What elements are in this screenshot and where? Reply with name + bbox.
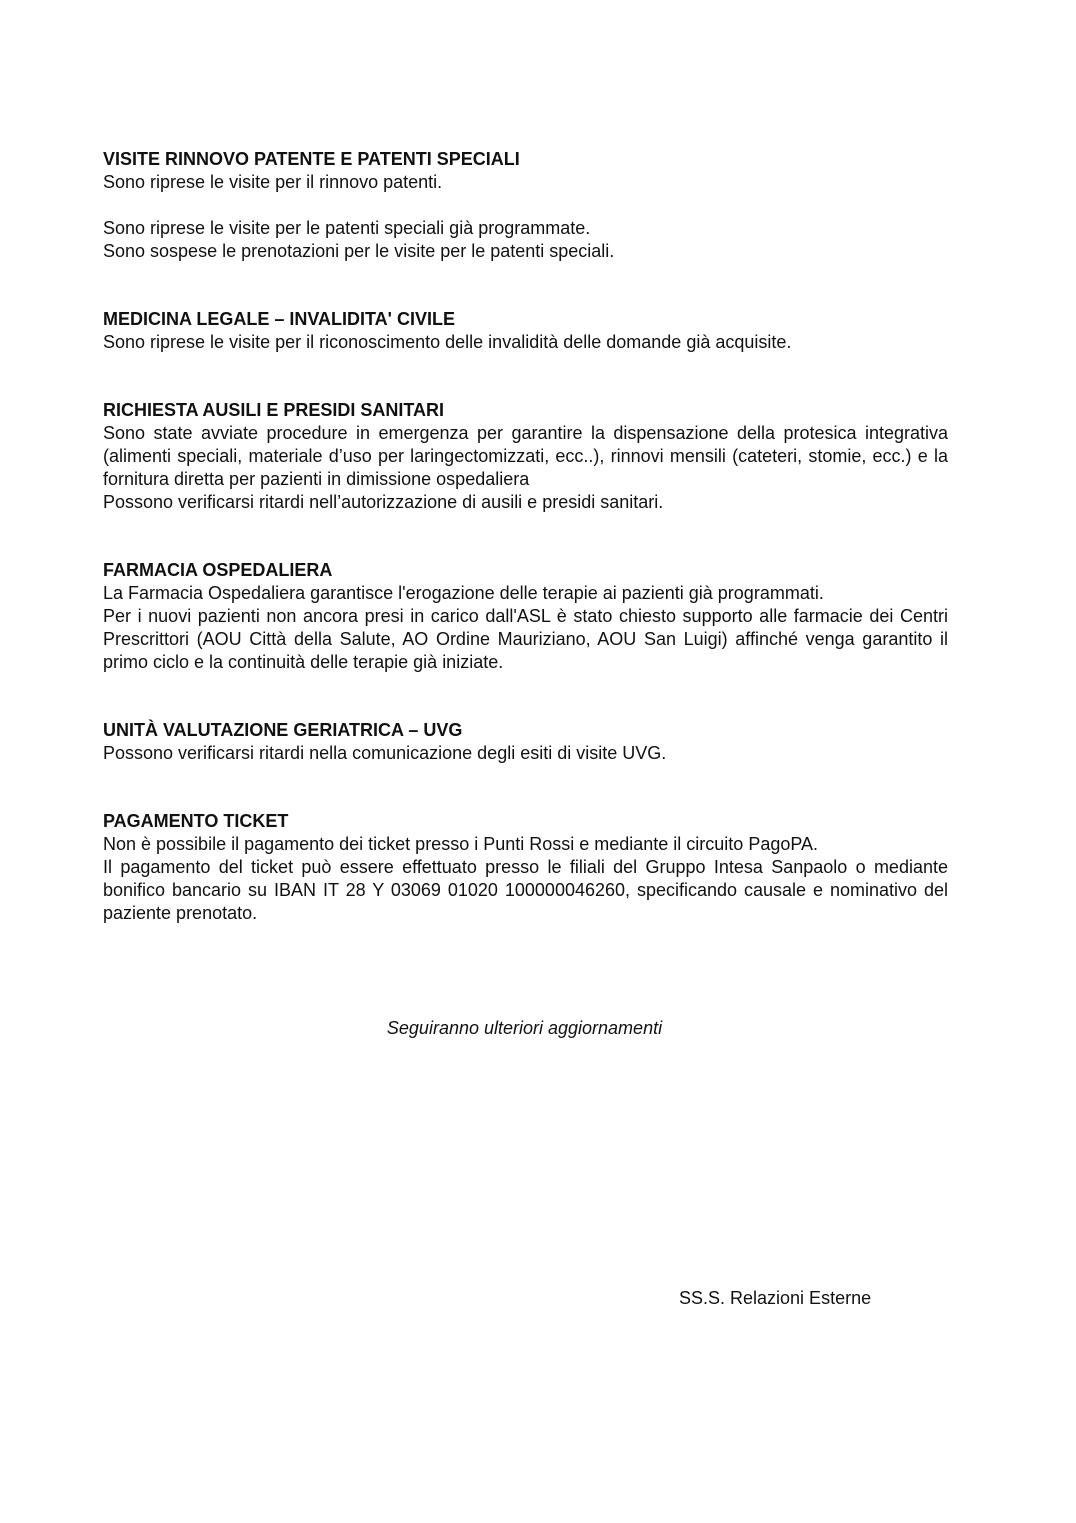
section-heading: VISITE RINNOVO PATENTE E PATENTI SPECIALI bbox=[103, 149, 520, 169]
section-uvg bbox=[103, 719, 948, 765]
section-heading: UNITÀ VALUTAZIONE GERIATRICA – UVG bbox=[103, 720, 463, 740]
section-paragraph: Sono riprese le visite per le patenti speciali già programmate. Sono sospese le prenotazioni per le visite per le patenti speciali. bbox=[103, 218, 615, 261]
signature: SS.S. Relazioni Esterne bbox=[679, 1288, 872, 1308]
section-paragraph: Per i nuovi pazienti non ancora presi in carico dall'ASL è stato chiesto supporto alle farmacie dei Centri Prescrittori (AOU Città della Salute, AO Ordine Mauriziano, AOU San Luigi) affinché venga garantito il primo ciclo e la continuità delle terapie già iniziate. bbox=[103, 606, 948, 672]
section-paragraph: Possono verificarsi ritardi nell’autorizzazione di ausili e presidi sanitari. bbox=[103, 492, 664, 512]
paragraph-gap bbox=[103, 194, 948, 217]
section-paragraph: Il pagamento del ticket può essere effettuato presso le filiali del Gruppo Intesa Sanpaolo o mediante bonifico bancario su IBAN IT 28 Y 03069 01020 100000046260, specificando causale e nominativo del paziente prenotato. bbox=[103, 857, 948, 923]
section-paragraph: La Farmacia Ospedaliera garantisce l'erogazione delle terapie ai pazienti già programmati. bbox=[103, 583, 824, 603]
section-paragraph: Sono state avviate procedure in emergenza per garantire la dispensazione della protesica integrativa (alimenti speciali, materiale d’uso per laringectomizzati, ecc..), rinnovi mensili (cateteri, stomie, ecc.) e la fornitura diretta per pazienti in dimissione ospedaliera bbox=[103, 423, 948, 489]
section-heading: PAGAMENTO TICKET bbox=[103, 811, 289, 831]
section-paragraph: Sono riprese le visite per il riconoscimento delle invalidità delle domande già acquisite. bbox=[103, 332, 792, 352]
section-farmacia bbox=[103, 559, 948, 674]
section-ticket bbox=[103, 810, 948, 925]
closing-note: Seguiranno ulteriori aggiornamenti bbox=[386, 1018, 663, 1038]
section-paragraph: Sono riprese le visite per il rinnovo patenti. bbox=[103, 172, 443, 192]
document-body bbox=[103, 148, 948, 925]
section-patente bbox=[103, 148, 948, 263]
section-heading: FARMACIA OSPEDALIERA bbox=[103, 560, 333, 580]
section-heading: RICHIESTA AUSILI E PRESIDI SANITARI bbox=[103, 400, 445, 420]
section-medicina-legale bbox=[103, 308, 948, 354]
section-ausili bbox=[103, 399, 948, 514]
section-paragraph: Possono verificarsi ritardi nella comunicazione degli esiti di visite UVG. bbox=[103, 743, 667, 763]
section-heading: MEDICINA LEGALE – INVALIDITA' CIVILE bbox=[103, 309, 455, 329]
section-paragraph: Non è possibile il pagamento dei ticket presso i Punti Rossi e mediante il circuito PagoPA. bbox=[103, 834, 819, 854]
